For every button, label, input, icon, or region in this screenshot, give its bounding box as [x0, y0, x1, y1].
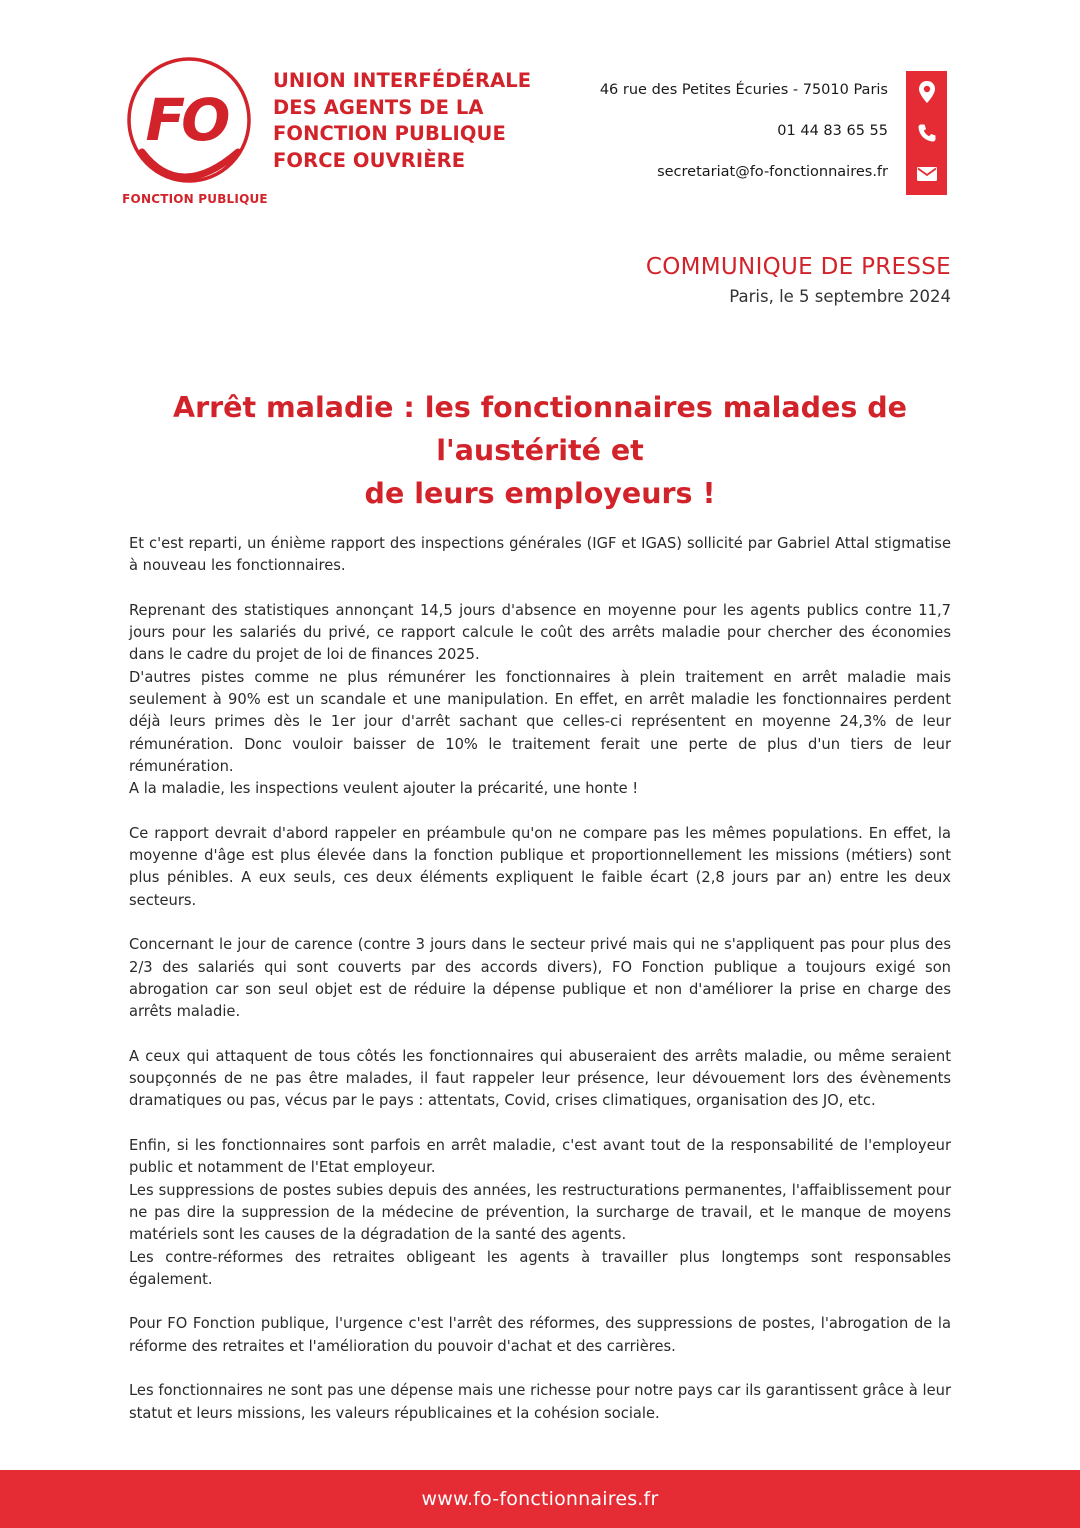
- contact-phone: 01 44 83 65 55: [777, 123, 888, 139]
- phone-icon: [906, 112, 947, 153]
- article-body: [129, 533, 951, 1425]
- logo-caption: FONCTION PUBLIQUE: [122, 192, 268, 206]
- paragraph-10: Les contre-réformes des retraites obligeant les agents à travailler plus longtemps sont responsables également.: [129, 1248, 951, 1288]
- headline-line-2: de leurs employeurs !: [364, 477, 716, 510]
- headline: [100, 386, 980, 515]
- fo-logo-mark: [120, 52, 270, 192]
- org-line-4: FORCE OUVRIÈRE: [273, 148, 466, 172]
- logo-text: FO: [145, 86, 227, 154]
- paragraph-8: Enfin, si les fonctionnaires sont parfois en arrêt maladie, c'est avant tout de la responsabilité de l'employeur public et notamment de l'Etat employeur.: [129, 1137, 951, 1177]
- paragraph-6: Concernant le jour de carence (contre 3 jours dans le secteur privé mais qui ne s'appliquent pas pour plus des 2/3 des salariés qui sont couverts par des accords divers), FO Fonction publique a toujours exigé son abrogation car son seul objet est de réduire la dépense publique et non d'améliorer la prise en charge des arrêts maladie.: [129, 936, 951, 1021]
- paragraph-12: Les fonctionnaires ne sont pas une dépense mais une richesse pour notre pays car ils garantissent grâce à leur statut et leurs missions, les valeurs républicaines et la cohésion sociale.: [129, 1382, 951, 1422]
- footer-bar: [0, 1470, 1080, 1528]
- press-release-date: Paris, le 5 septembre 2024: [729, 287, 951, 306]
- paragraph-9: Les suppressions de postes subies depuis des années, les restructurations permanentes, l'affaiblissement pour ne pas dire la suppression de la médecine de prévention, la surcharge de travail, et le manque de moyens matériels sont les causes de la dégradation de la santé des agents.: [129, 1181, 951, 1244]
- fo-logo: [120, 52, 270, 212]
- paragraph-3: D'autres pistes comme ne plus rémunérer les fonctionnaires à plein traitement en arrêt maladie mais seulement à 90% est un scandale et une manipulation. En effet, en arrêt maladie les fonctionnaires perdent déjà leurs primes dès le 1er jour d'arrêt sachant que celles-ci représentent en moyenne 24,3% de leur rémunération. Donc vouloir baisser de 10% le traitement ferait une perte de plus d'un tiers de leur rémunération.: [129, 668, 951, 775]
- contact-address: 46 rue des Petites Écuries - 75010 Paris: [599, 82, 888, 98]
- org-line-2: DES AGENTS DE LA: [273, 95, 484, 119]
- footer-website-link[interactable]: www.fo-fonctionnaires.fr: [421, 1488, 659, 1510]
- paragraph-4: A la maladie, les inspections veulent ajouter la précarité, une honte !: [129, 780, 639, 798]
- contact-icon-bar: [906, 71, 947, 195]
- paragraph-2: Reprenant des statistiques annonçant 14,5 jours d'absence en moyenne pour les agents publics contre 11,7 jours pour les salariés du privé, ce rapport calcule le coût des arrêts maladie pour chercher des économies dans le cadre du projet de loi de finances 2025.: [129, 601, 951, 664]
- envelope-icon: [906, 153, 947, 194]
- paragraph-5: Ce rapport devrait d'abord rappeler en préambule qu'on ne compare pas les mêmes populations. En effet, la moyenne d'âge est plus élevée dans la fonction publique et proportionnellement les missions (métiers) sont plus pénibles. A eux seuls, ces deux éléments expliquent le faible écart (2,8 jours par an) entre les deux secteurs.: [129, 824, 951, 909]
- paragraph-1: Et c'est reparti, un énième rapport des inspections générales (IGF et IGAS) sollicité par Gabriel Attal stigmatise à nouveau les fonctionnaires.: [129, 535, 951, 575]
- headline-line-1: Arrêt maladie : les fonctionnaires malades de l'austérité et: [173, 391, 907, 467]
- organization-name: [273, 68, 573, 174]
- press-release-label: COMMUNIQUE DE PRESSE: [645, 254, 951, 280]
- org-line-3: FONCTION PUBLIQUE: [273, 122, 506, 145]
- contact-email[interactable]: secretariat@fo-fonctionnaires.fr: [657, 164, 888, 180]
- location-pin-icon: [906, 71, 947, 112]
- org-line-1: UNION INTERFÉDÉRALE: [273, 69, 532, 92]
- paragraph-7: A ceux qui attaquent de tous côtés les fonctionnaires qui abuseraient des arrêts maladie, ou même seraient soupçonnés de ne pas être malades, il faut rappeler leur présence, leur dévouement lors des évènements dramatiques ou pas, vécus par le pays : attentats, Covid, crises climatiques, organisation des JO, etc.: [129, 1047, 951, 1110]
- paragraph-11: Pour FO Fonction publique, l'urgence c'est l'arrêt des réformes, des suppressions de postes, l'abrogation de la réforme des retraites et l'amélioration du pouvoir d'achat et des carrières.: [129, 1315, 951, 1355]
